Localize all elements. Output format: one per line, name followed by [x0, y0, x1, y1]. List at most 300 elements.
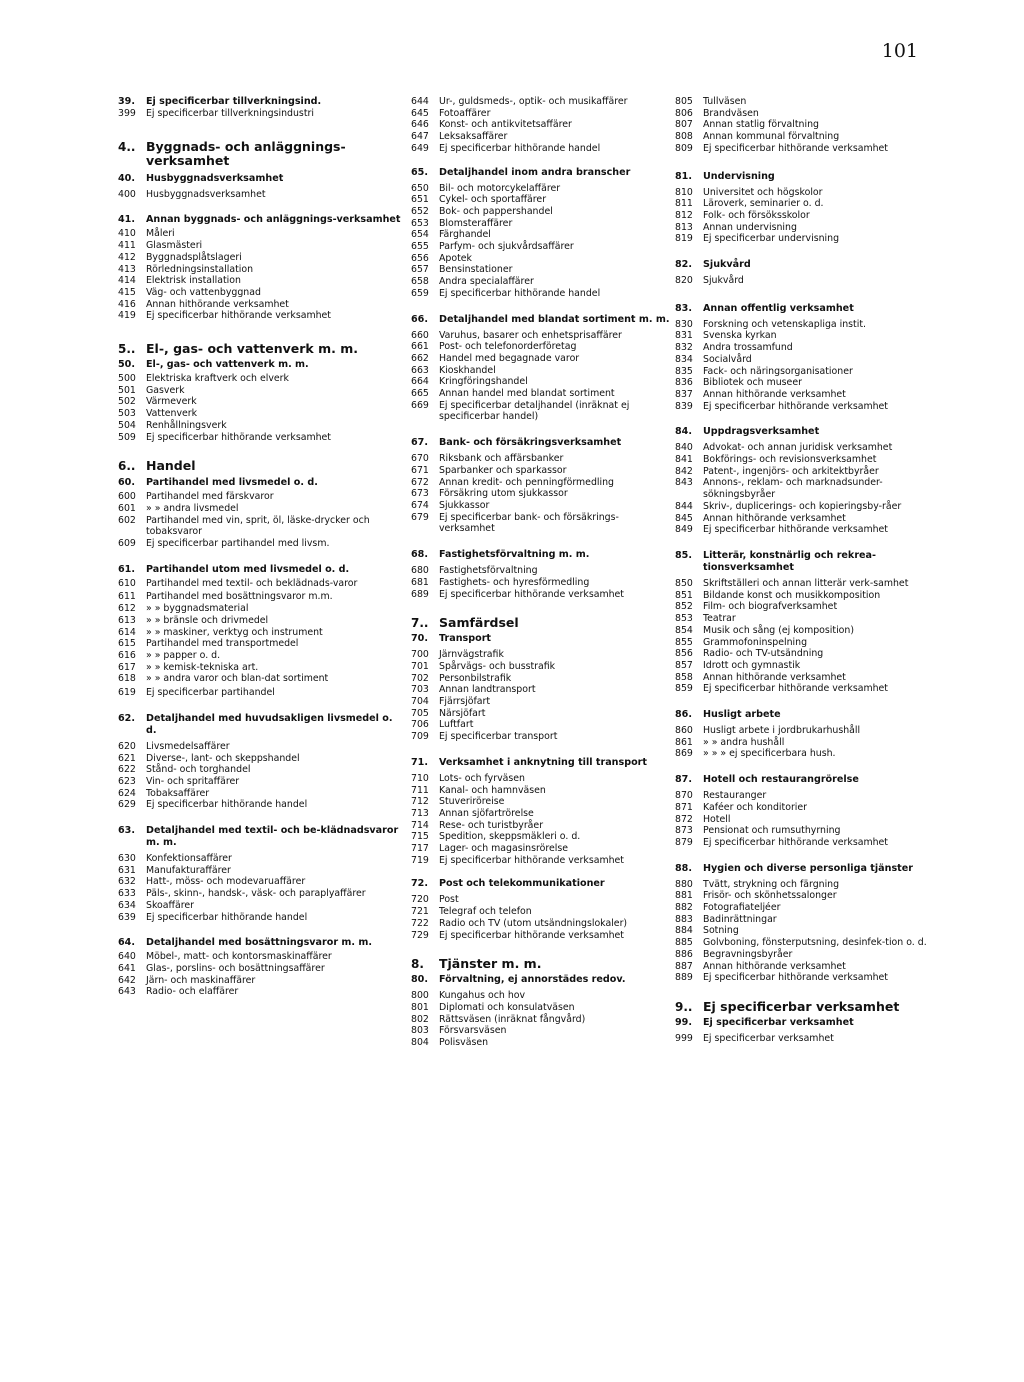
entry-text: Blomsteraffärer: [439, 217, 513, 229]
entry-text: Hygien och diverse personliga tjänster: [703, 862, 913, 874]
entry-row: [411, 218, 673, 230]
entry-text: Ej specificerbar verksamhet: [703, 998, 900, 1014]
entry-row: [675, 902, 935, 914]
entry-row: [675, 949, 935, 961]
section-heading: [675, 774, 935, 786]
entry-row: [675, 683, 935, 695]
section-heading: [411, 437, 673, 449]
entry-code: 803: [411, 1025, 429, 1037]
entry-text: Bank- och försäkringsverksamhet: [439, 437, 622, 449]
entry-code: 713: [411, 807, 429, 819]
entry-row: [675, 590, 935, 602]
entry-text: Partihandel med transportmedel: [146, 638, 299, 650]
entry-code: 655: [411, 241, 429, 253]
entry-text: Apotek: [439, 252, 472, 264]
entry-code: 71.: [411, 756, 428, 768]
entry-row: [675, 187, 935, 199]
entry-row: [675, 131, 935, 143]
entry-row: [675, 937, 935, 949]
entry-code: 859: [675, 683, 693, 695]
entry-text: Advokat- och annan juridisk verksamhet: [703, 442, 893, 454]
entry-text: Hotell: [703, 813, 731, 825]
entry-code: 721: [411, 906, 429, 918]
entry-code: 807: [675, 119, 693, 131]
entry-text: Skoaffärer: [146, 899, 195, 911]
entry-row: [118, 538, 406, 550]
entry-row: [118, 865, 406, 877]
entry-row: [675, 825, 935, 837]
entry-code: 700: [411, 649, 429, 661]
entry-row: [411, 276, 673, 288]
entry-row: [118, 975, 406, 987]
entry-code: 710: [411, 772, 429, 784]
entry-text: Färghandel: [439, 229, 491, 241]
entry-code: 66.: [411, 313, 428, 325]
entry-row: [675, 354, 935, 366]
entry-text: Post: [439, 894, 459, 906]
entry-code: 886: [675, 948, 693, 960]
entry-row: [675, 389, 935, 401]
entry-code: 841: [675, 454, 693, 466]
entry-row: [675, 725, 935, 737]
entry-row: [118, 963, 406, 975]
entry-text: Annan offentlig verksamhet: [703, 302, 854, 314]
entry-row: [411, 719, 673, 731]
entry-text: Personbilstrafik: [439, 672, 512, 684]
entry-code: 672: [411, 476, 429, 488]
entry-text: Stuveriröreise: [439, 796, 505, 808]
entry-code: 65.: [411, 166, 428, 178]
entry-code: 40.: [118, 172, 135, 184]
entry-row: [118, 788, 406, 800]
entry-text: Detaljhandel med textil- och be-klädnadsvaror m. m.: [146, 825, 399, 849]
entry-text: Musik och sång (ej komposition): [703, 624, 855, 636]
entry-code: 885: [675, 937, 693, 949]
entry-code: 72.: [411, 878, 428, 890]
entry-row: [118, 764, 406, 776]
entry-code: 701: [411, 660, 429, 672]
entry-row: [411, 796, 673, 808]
entry-text: Telegraf och telefon: [439, 906, 532, 918]
entry-text: Fotografiateljéer: [703, 902, 781, 914]
entry-text: Svenska kyrkan: [703, 330, 777, 342]
entry-code: 620: [118, 740, 136, 752]
entry-text: Annan hithörande verksamhet: [146, 298, 289, 310]
entry-row: [675, 625, 935, 637]
entry-code: 80.: [411, 974, 428, 986]
section-heading: [411, 957, 673, 971]
entry-row: [675, 119, 935, 131]
entry-text: Läroverk, seminarier o. d.: [703, 198, 824, 210]
entry-row: [411, 465, 673, 477]
entry-row: [411, 918, 673, 930]
entry-code: 831: [675, 330, 693, 342]
entry-code: 805: [675, 96, 693, 107]
entry-code: 662: [411, 352, 429, 364]
entry-row: [675, 377, 935, 389]
entry-code: 681: [411, 576, 429, 588]
column-middle: [411, 96, 673, 1049]
entry-code: 804: [411, 1037, 429, 1049]
entry-text: Universitet och högskolor: [703, 186, 823, 198]
entry-row: [118, 799, 406, 811]
entry-text: Tullväsen: [703, 96, 747, 107]
entry-text: Ej specificerbar hithörande handel: [439, 142, 601, 154]
entry-row: [118, 615, 406, 627]
entry-text: Idrott och gymnastik: [703, 659, 801, 671]
entry-code: 60.: [118, 477, 135, 489]
entry-text: Annan undervisning: [703, 221, 797, 233]
entry-row: [118, 673, 406, 685]
entry-code: 860: [675, 725, 693, 737]
entry-row: [411, 785, 673, 797]
entry-code: 622: [118, 764, 136, 776]
entry-text: Partihandel med livsmedel o. d.: [146, 477, 318, 489]
entry-code: 663: [411, 364, 429, 376]
entry-row: [675, 501, 935, 513]
entry-text: Elektrisk installation: [146, 275, 241, 287]
entry-text: Väg- och vattenbyggnad: [146, 286, 261, 298]
entry-code: 842: [675, 465, 693, 477]
entry-code: 835: [675, 365, 693, 377]
entry-text: Rättsväsen (inräknat fångvård): [439, 1013, 586, 1025]
entry-row: [118, 578, 406, 590]
entry-row: [411, 684, 673, 696]
entry-row: [675, 578, 935, 590]
entry-text: Hatt-, möss- och modevaruaffärer: [146, 876, 306, 888]
entry-code: 87.: [675, 774, 692, 786]
section-heading: [675, 426, 935, 438]
entry-code: 656: [411, 252, 429, 264]
entry-text: Annan sjöfartrörelse: [439, 807, 534, 819]
entry-text: Film- och biografverksamhet: [703, 601, 838, 613]
entry-code: 634: [118, 899, 136, 911]
entry-row: [675, 96, 935, 108]
entry-code: 849: [675, 524, 693, 536]
entry-row: [411, 206, 673, 218]
entry-row: [411, 696, 673, 708]
entry-code: 715: [411, 831, 429, 843]
entry-row: [675, 879, 935, 891]
section-heading: [118, 342, 406, 356]
entry-text: Sparbanker och sparkassor: [439, 464, 567, 476]
entry-code: 858: [675, 671, 693, 683]
entry-text: Närsjöfart: [439, 707, 486, 719]
entry-code: 649: [411, 142, 429, 154]
entry-row: [675, 275, 935, 287]
entry-text: Fotoaffärer: [439, 107, 491, 119]
entry-code: 659: [411, 287, 429, 299]
entry-row: [411, 649, 673, 661]
entry-text: » » byggnadsmaterial: [146, 603, 249, 615]
entry-code: 641: [118, 962, 136, 974]
entry-row: [411, 229, 673, 241]
entry-code: 813: [675, 221, 693, 233]
entry-text: Ej specificerbar hithörande verksamhet: [146, 310, 331, 322]
entry-row: [411, 673, 673, 685]
entry-code: 624: [118, 787, 136, 799]
section-heading: [411, 167, 673, 179]
entry-text: » » kemisk-tekniska art.: [146, 661, 259, 673]
entry-row: [675, 660, 935, 672]
entry-text: Annons-, reklam- och marknadsunder-sökningsbyråer: [703, 477, 883, 501]
entry-code: 720: [411, 894, 429, 906]
entry-row: [675, 961, 935, 973]
entry-text: Ur-, guldsmeds-, optik- och musikaffärer: [439, 96, 628, 107]
entry-row: [675, 524, 935, 536]
section-heading: [118, 459, 406, 473]
entry-text: Husbyggnadsverksamhet: [146, 172, 284, 184]
entry-code: 664: [411, 376, 429, 388]
entry-text: Spårvägs- och busstrafik: [439, 660, 556, 672]
entry-code: 415: [118, 286, 136, 298]
entry-text: Förvaltning, ej annorstädes redov.: [439, 974, 626, 986]
entry-code: 852: [675, 601, 693, 613]
entry-row: [411, 831, 673, 843]
entry-text: Annan statlig förvaltning: [703, 119, 819, 131]
entry-code: 845: [675, 512, 693, 524]
entry-text: Sjukkassor: [439, 499, 490, 511]
entry-row: [675, 790, 935, 802]
entry-row: [675, 342, 935, 354]
entry-text: Ej specificerbar hithörande handel: [146, 911, 308, 923]
section-heading: [411, 314, 673, 326]
entry-code: 689: [411, 588, 429, 600]
entry-code: 820: [675, 275, 693, 287]
entry-text: Ej specificerbar hithörande verksamhet: [703, 400, 888, 412]
entry-code: 873: [675, 825, 693, 837]
entry-row: [118, 741, 406, 753]
entry-text: Glas-, porslins- och bosättningsaffärer: [146, 962, 325, 974]
entry-row: [118, 912, 406, 924]
entry-text: » » bränsle och drivmedel: [146, 614, 269, 626]
entry-code: 832: [675, 342, 693, 354]
entry-code: 837: [675, 388, 693, 400]
entry-code: 61.: [118, 563, 135, 575]
entry-code: 63.: [118, 825, 135, 837]
entry-text: Annan hithörande verksamhet: [703, 388, 846, 400]
entry-code: 800: [411, 990, 429, 1002]
entry-code: 714: [411, 819, 429, 831]
entry-text: » » andra varor och blan-dat sortiment: [146, 673, 329, 685]
entry-text: » » papper o. d.: [146, 649, 221, 661]
entry-code: 843: [675, 477, 693, 489]
entry-text: Bokförings- och revisionsverksamhet: [703, 454, 877, 466]
entry-row: [675, 330, 935, 342]
entry-text: Annan handel med blandat sortiment: [439, 388, 615, 400]
entry-code: 657: [411, 264, 429, 276]
entry-row: [118, 408, 406, 420]
entry-text: Restauranger: [703, 790, 767, 802]
entry-text: Partihandel med textil- och beklädnads-varor: [146, 577, 358, 589]
entry-row: [411, 253, 673, 265]
entry-code: 830: [675, 318, 693, 330]
entry-text: Skriftställeri och annan litterär verk-samhet: [703, 577, 909, 589]
entry-text: Gasverk: [146, 384, 185, 396]
entry-code: 660: [411, 329, 429, 341]
entry-text: Andra specialaffärer: [439, 276, 534, 288]
entry-code: 5..: [118, 342, 136, 357]
entry-text: Skriv-, duplicerings- och kopieringsby-råer: [703, 500, 902, 512]
entry-code: 853: [675, 613, 693, 625]
entry-text: Måleri: [146, 228, 175, 240]
entry-row: [675, 637, 935, 649]
entry-code: 719: [411, 854, 429, 866]
section-heading: [675, 303, 935, 315]
entry-row: [675, 222, 935, 234]
entry-text: Konst- och antikvitetsaffärer: [439, 119, 572, 131]
entry-code: 671: [411, 464, 429, 476]
entry-code: 654: [411, 229, 429, 241]
entry-text: Bildande konst och musikkomposition: [703, 589, 881, 601]
section-heading: [411, 878, 673, 890]
entry-code: 414: [118, 275, 136, 287]
entry-code: 411: [118, 240, 136, 252]
entry-text: Möbel-, matt- och kontorsmaskinaffärer: [146, 951, 332, 963]
entry-text: Stånd- och torghandel: [146, 764, 251, 776]
entry-row: [675, 454, 935, 466]
entry-code: 880: [675, 878, 693, 890]
entry-code: 653: [411, 217, 429, 229]
entry-text: Ej specificerbar detaljhandel (inräknat ej specificerbar handel): [439, 399, 630, 423]
entry-row: [118, 603, 406, 615]
entry-text: Riksbank och affärsbanker: [439, 453, 564, 465]
entry-code: 857: [675, 659, 693, 671]
entry-text: Byggnadsplåtslageri: [146, 251, 242, 263]
entry-row: [411, 661, 673, 673]
entry-text: Ej specificerbar hithörande verksamhet: [703, 524, 888, 536]
entry-code: 85.: [675, 549, 692, 561]
entry-row: [118, 888, 406, 900]
entry-row: [675, 972, 935, 984]
entry-row: [118, 900, 406, 912]
entry-code: 416: [118, 298, 136, 310]
entry-row: [118, 189, 406, 201]
entry-code: 619: [118, 687, 136, 699]
entry-code: 632: [118, 876, 136, 888]
entry-row: [675, 1033, 935, 1045]
entry-text: Fastighets- och hyresförmedling: [439, 576, 590, 588]
entry-row: [411, 453, 673, 465]
entry-code: 50.: [118, 359, 135, 371]
entry-row: [118, 776, 406, 788]
entry-row: [118, 591, 406, 603]
entry-code: 613: [118, 614, 136, 626]
entry-row: [118, 396, 406, 408]
entry-text: Golvboning, fönsterputsning, desinfek-tion o. d.: [703, 937, 927, 949]
entry-text: Värmeverk: [146, 396, 197, 408]
section-heading: [118, 713, 406, 737]
entry-code: 601: [118, 502, 136, 514]
entry-text: Uppdragsverksamhet: [703, 426, 820, 438]
entry-text: Patent-, ingenjörs- och arkitektbyråer: [703, 465, 879, 477]
entry-text: Radio- och elaffärer: [146, 986, 239, 998]
entry-code: 502: [118, 396, 136, 408]
entry-text: Manufakturaffärer: [146, 864, 231, 876]
entry-text: Andra trossamfund: [703, 342, 793, 354]
section-heading: [675, 171, 935, 183]
entry-code: 889: [675, 972, 693, 984]
entry-row: [411, 194, 673, 206]
entry-row: [411, 1014, 673, 1026]
section-heading: [411, 616, 673, 630]
entry-text: Diverse-, lant- och skeppshandel: [146, 752, 300, 764]
entry-text: Kioskhandel: [439, 364, 496, 376]
section-heading: [118, 96, 406, 108]
entry-text: Bensinstationer: [439, 264, 513, 276]
entry-code: 70.: [411, 633, 428, 645]
entry-code: 658: [411, 276, 429, 288]
entry-row: [411, 376, 673, 388]
entry-text: » » » ej specificerbara hush.: [703, 748, 836, 760]
entry-code: 62.: [118, 712, 135, 724]
entry-text: Spedition, skeppsmäkleri o. d.: [439, 831, 581, 843]
entry-row: [411, 400, 673, 423]
entry-code: 88.: [675, 862, 692, 874]
entry-code: 819: [675, 233, 693, 245]
entry-code: 674: [411, 499, 429, 511]
entry-row: [118, 299, 406, 311]
entry-text: Husligt arbete i jordbrukarhushåll: [703, 725, 861, 737]
entry-text: Ej specificerbar verksamhet: [703, 1016, 854, 1028]
section-heading: [675, 550, 935, 574]
entry-text: Annan landtransport: [439, 684, 536, 696]
entry-code: 712: [411, 796, 429, 808]
entry-code: 610: [118, 577, 136, 589]
entry-code: 887: [675, 960, 693, 972]
entry-text: Annan kredit- och penningförmedling: [439, 476, 614, 488]
entry-text: Lager- och magasinsrörelse: [439, 843, 569, 855]
section-heading: [118, 359, 406, 371]
entry-row: [411, 773, 673, 785]
entry-text: Bibliotek och museer: [703, 377, 802, 389]
entry-code: 809: [675, 142, 693, 154]
entry-text: Kringföringshandel: [439, 376, 528, 388]
entry-row: [411, 589, 673, 601]
entry-text: Husbyggnadsverksamhet: [146, 188, 266, 200]
entry-row: [411, 843, 673, 855]
section-heading: [411, 757, 673, 769]
entry-text: Pensionat och rumsuthyrning: [703, 825, 841, 837]
entry-code: 882: [675, 902, 693, 914]
entry-code: 808: [675, 131, 693, 143]
section-heading: [411, 974, 673, 986]
entry-text: Tvätt, strykning och färgning: [703, 878, 840, 890]
entry-row: [675, 198, 935, 210]
section-heading: [675, 1017, 935, 1029]
entry-row: [118, 491, 406, 503]
entry-row: [411, 731, 673, 743]
entry-text: Ej specificerbar hithörande verksamhet: [146, 431, 331, 443]
entry-text: Fack- och näringsorganisationer: [703, 365, 853, 377]
entry-code: 661: [411, 341, 429, 353]
entry-row: [118, 876, 406, 888]
entry-row: [411, 264, 673, 276]
entry-row: [411, 512, 673, 535]
entry-code: 614: [118, 626, 136, 638]
entry-row: [411, 119, 673, 131]
entry-text: Ej specificerbar hithörande verksamhet: [439, 929, 624, 941]
entry-code: 802: [411, 1013, 429, 1025]
entry-text: Socialvård: [703, 353, 752, 365]
entry-row: [411, 1025, 673, 1037]
entry-row: [411, 990, 673, 1002]
entry-code: 806: [675, 107, 693, 119]
entry-code: 410: [118, 228, 136, 240]
section-heading: [118, 173, 406, 185]
entry-code: 680: [411, 565, 429, 577]
entry-row: [118, 264, 406, 276]
